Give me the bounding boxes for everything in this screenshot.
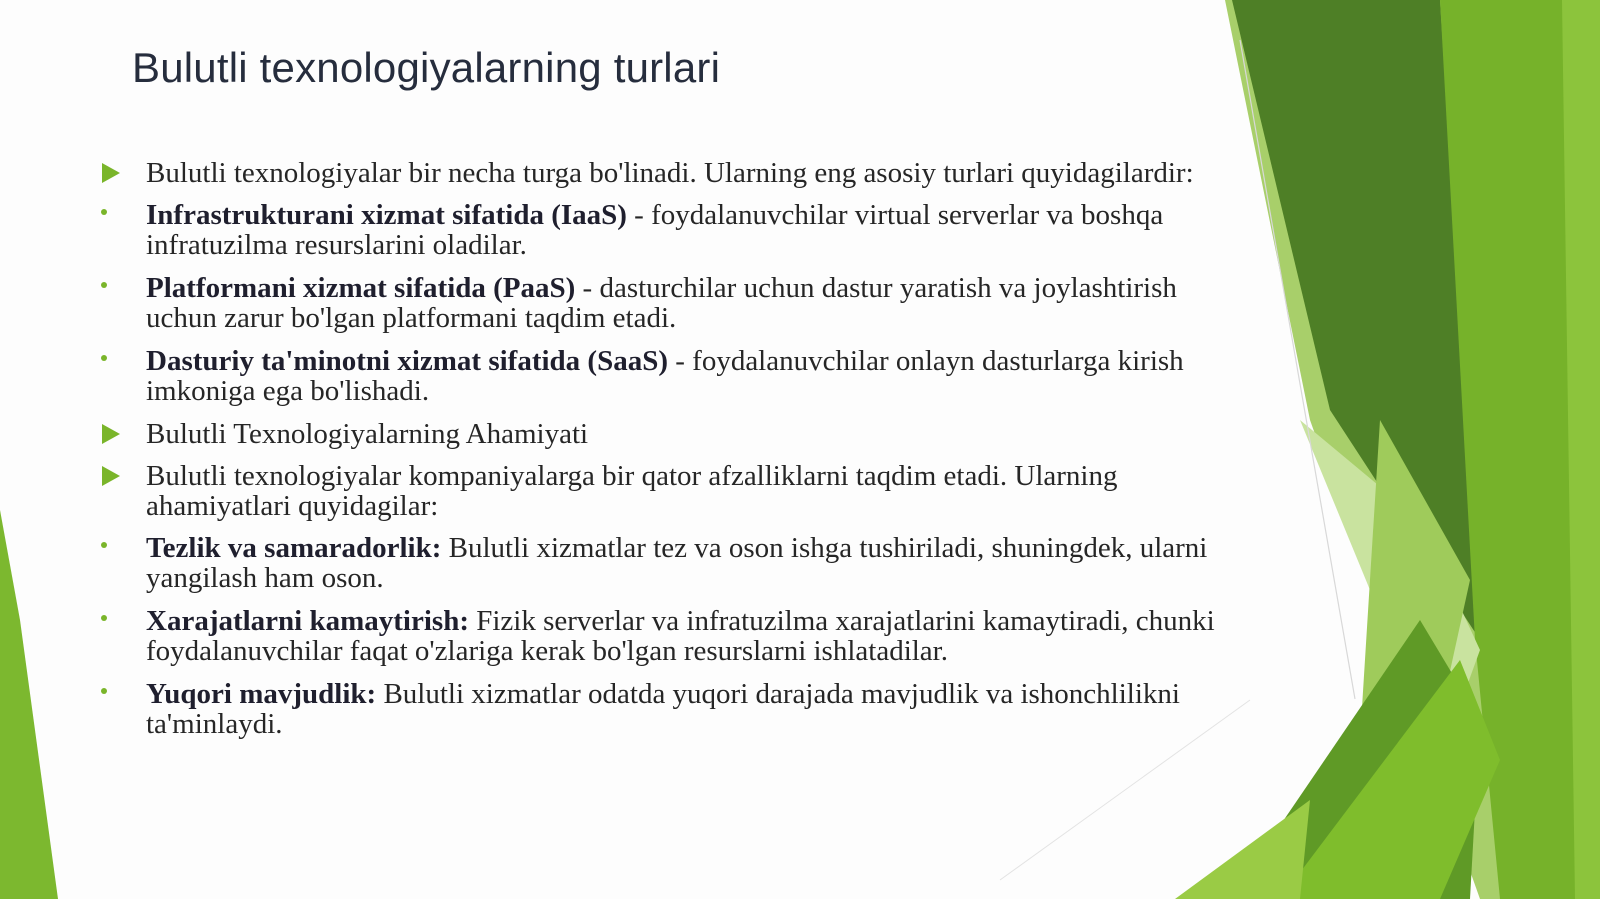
item-bold-term: Yuqori mavjudlik:	[146, 678, 377, 710]
list-item	[100, 346, 1220, 406]
list-item	[100, 158, 1220, 188]
item-bold-term: Xarajatlarni kamaytirish:	[146, 605, 469, 637]
item-bold-term: Dasturiy ta'minotni xizmat sifatida (SaaS)	[146, 345, 668, 377]
list-item	[100, 419, 1220, 449]
item-text: - foydalanuvchilar virtual serverlar va boshqa infratuzilma resurslarini oladilar.	[146, 199, 1164, 261]
item-text: Fizik serverlar va infratuzilma xarajatlarini kamaytiradi, chunki foydalanuvchilar faqat o'zlariga kerak bo'lgan resurslarni ishlatadilar.	[146, 605, 1215, 667]
slide-title: Bulutli texnologiyalarning turlari	[132, 44, 721, 91]
list-item	[100, 533, 1220, 593]
item-text: Bulutli xizmatlar tez va oson ishga tushiriladi, shuningdek, ularni yangilash ham oson.	[146, 532, 1208, 594]
item-text: Bulutli Texnologiyalarning Ahamiyati	[146, 418, 589, 450]
item-bold-term: Platformani xizmat sifatida (PaaS)	[146, 272, 576, 304]
bullet-list	[100, 158, 1220, 752]
dot-bullet-icon	[101, 615, 107, 621]
list-item	[100, 200, 1220, 260]
dot-bullet-icon	[101, 542, 107, 548]
item-text: Bulutli texnologiyalar bir necha turga bo'linadi. Ularning eng asosiy turlari quyidagilardir:	[146, 157, 1194, 189]
list-item	[100, 679, 1220, 739]
list-item	[100, 461, 1220, 521]
list-item	[100, 273, 1220, 333]
item-text: - foydalanuvchilar onlayn dasturlarga kirish imkoniga ega bo'lishadi.	[146, 345, 1184, 407]
triangle-bullet-icon	[102, 163, 120, 183]
dot-bullet-icon	[101, 282, 107, 288]
item-text: Bulutli xizmatlar odatda yuqori darajada mavjudlik va ishonchlilikni ta'minlaydi.	[146, 678, 1180, 740]
triangle-bullet-icon	[102, 466, 120, 486]
item-bold-term: Tezlik va samaradorlik:	[146, 532, 442, 564]
dot-bullet-icon	[101, 209, 107, 215]
item-bold-term: Infrastrukturani xizmat sifatida (IaaS)	[146, 199, 627, 231]
triangle-bullet-icon	[102, 424, 120, 444]
dot-bullet-icon	[101, 355, 107, 361]
item-text: - dasturchilar uchun dastur yaratish va joylashtirish uchun zarur bo'lgan platformani taqdim etadi.	[146, 272, 1177, 334]
item-text: Bulutli texnologiyalar kompaniyalarga bir qator afzalliklarni taqdim etadi. Ularning ahamiyatlari quyidagilar:	[146, 460, 1118, 522]
dot-bullet-icon	[101, 688, 107, 694]
list-item	[100, 606, 1220, 666]
